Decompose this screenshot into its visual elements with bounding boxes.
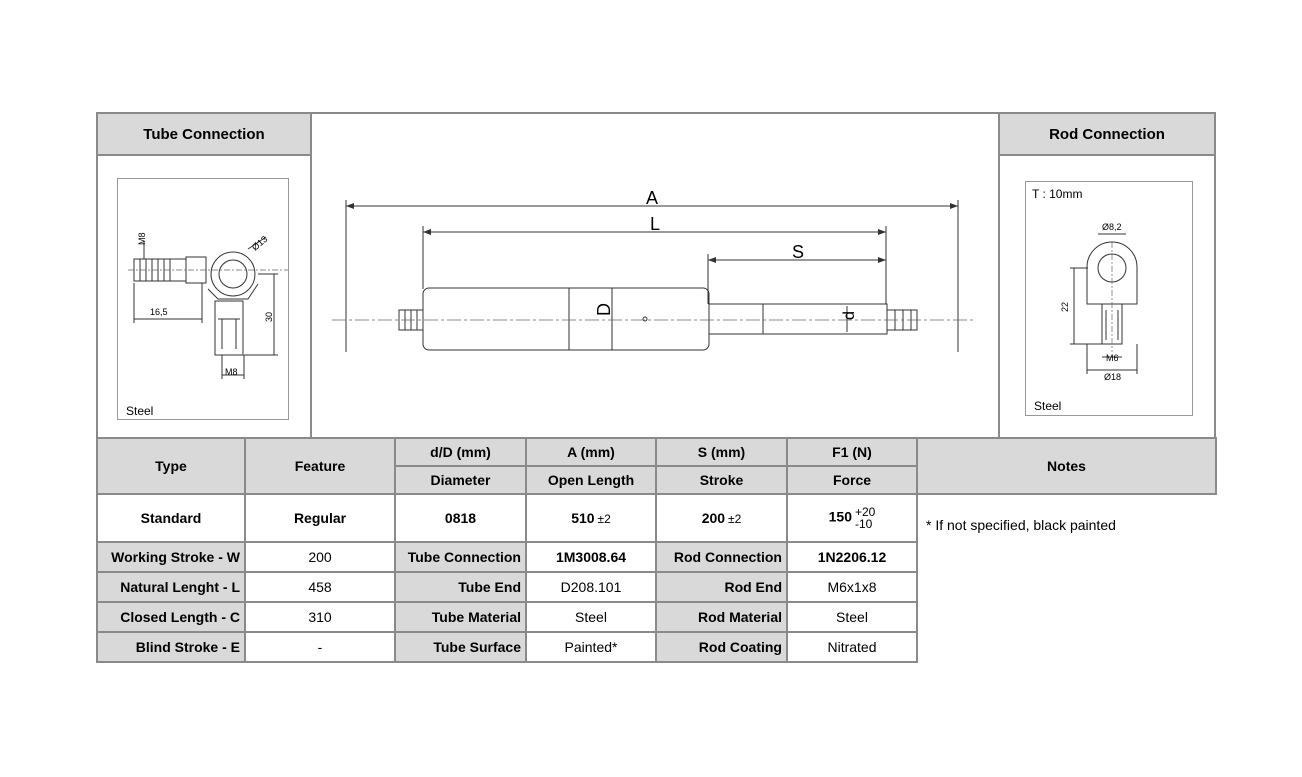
row-label: Tube Connection (395, 542, 526, 572)
tube-connection-svg (118, 179, 290, 421)
dim-d-rod-label: d (841, 311, 858, 320)
diameter-value: 0818 (395, 494, 526, 542)
tube-thread-bottom-label: M8 (225, 367, 238, 377)
tube-length-label: 16,5 (150, 307, 168, 317)
tube-height-label: 30 (264, 311, 274, 322)
row-value: 1M3008.64 (526, 542, 656, 572)
row-label: Blind Stroke - E (97, 632, 245, 662)
row-label: Rod Material (656, 602, 787, 632)
row-label: Rod Coating (656, 632, 787, 662)
row-label: Rod End (656, 572, 787, 602)
force-tol-minus: -10 (855, 517, 873, 531)
open-length-cell (526, 494, 656, 542)
tube-material-label: Steel (126, 404, 154, 418)
feature-value: Regular (245, 494, 395, 542)
tube-ball-label: Ø13 (249, 233, 270, 253)
row-value: Steel (526, 602, 656, 632)
col-S-header: S (mm) (656, 438, 787, 466)
rod-material-label: Steel (1034, 399, 1062, 413)
dim-d-tube-label: D (594, 303, 614, 316)
row-value: 1N2206.12 (787, 542, 917, 572)
rod-outer-label: Ø18 (1104, 372, 1122, 382)
row-label: Closed Length - C (97, 602, 245, 632)
tube-thread-label: M8 (137, 232, 147, 245)
row-label: Natural Lenght - L (97, 572, 245, 602)
notes-cell (917, 494, 1216, 662)
col-dD-header: d/D (mm) (395, 438, 526, 466)
dim-s-label: S (792, 242, 805, 262)
row-label: Working Stroke - W (97, 542, 245, 572)
row-label: Tube End (395, 572, 526, 602)
stroke-tolerance: ±2 (728, 512, 742, 526)
row-label: Tube Material (395, 602, 526, 632)
note-text: * If not specified, black painted (926, 517, 1116, 533)
row-value: Painted* (526, 632, 656, 662)
col-feature-header: Feature (245, 438, 395, 494)
row-value: 310 (245, 602, 395, 632)
row-value: Nitrated (787, 632, 917, 662)
row-value: - (245, 632, 395, 662)
dim-a-label: A (646, 188, 659, 208)
type-value: Standard (97, 494, 245, 542)
rod-height-label: 22 (1060, 301, 1070, 312)
row-value: M6x1x8 (787, 572, 917, 602)
gas-spring-drawing (312, 114, 998, 437)
tube-connection-drawing (117, 178, 289, 420)
rod-connection-header (998, 112, 1216, 156)
sub-diameter-header: Diameter (395, 466, 526, 494)
row-value: 458 (245, 572, 395, 602)
rod-thickness-label: T : 10mm (1032, 187, 1083, 201)
sub-stroke-header: Stroke (656, 466, 787, 494)
col-notes-header: Notes (917, 438, 1216, 494)
col-F1-header: F1 (N) (787, 438, 917, 466)
rod-thread-label: M6 (1106, 353, 1119, 363)
row-value: 200 (245, 542, 395, 572)
row-value: D208.101 (526, 572, 656, 602)
main-drawing-panel (310, 112, 1000, 439)
row-value: Steel (787, 602, 917, 632)
force-tolerance (855, 506, 875, 530)
dim-l-label: L (650, 214, 661, 234)
row-label: Rod Connection (656, 542, 787, 572)
spec-table (96, 437, 1217, 663)
rod-connection-title: Rod Connection (1049, 125, 1165, 143)
col-type-header: Type (97, 438, 245, 494)
rod-connection-drawing (1025, 181, 1193, 416)
rod-connection-svg (1026, 182, 1194, 417)
open-length-tolerance: ±2 (597, 512, 611, 526)
tube-connection-title: Tube Connection (143, 125, 265, 143)
stroke-value: 200 (701, 510, 726, 526)
col-A-header: A (mm) (526, 438, 656, 466)
rod-hole-label: Ø8,2 (1102, 222, 1122, 232)
sub-force-header: Force (787, 466, 917, 494)
tube-connection-header (96, 112, 312, 156)
stroke-cell (656, 494, 787, 542)
force-value: 150 (828, 508, 852, 525)
force-cell (787, 494, 917, 542)
sub-open-length-header: Open Length (526, 466, 656, 494)
open-length-value: 510 (571, 510, 595, 526)
row-label: Tube Surface (395, 632, 526, 662)
force-tol-plus: +20 (855, 505, 876, 519)
